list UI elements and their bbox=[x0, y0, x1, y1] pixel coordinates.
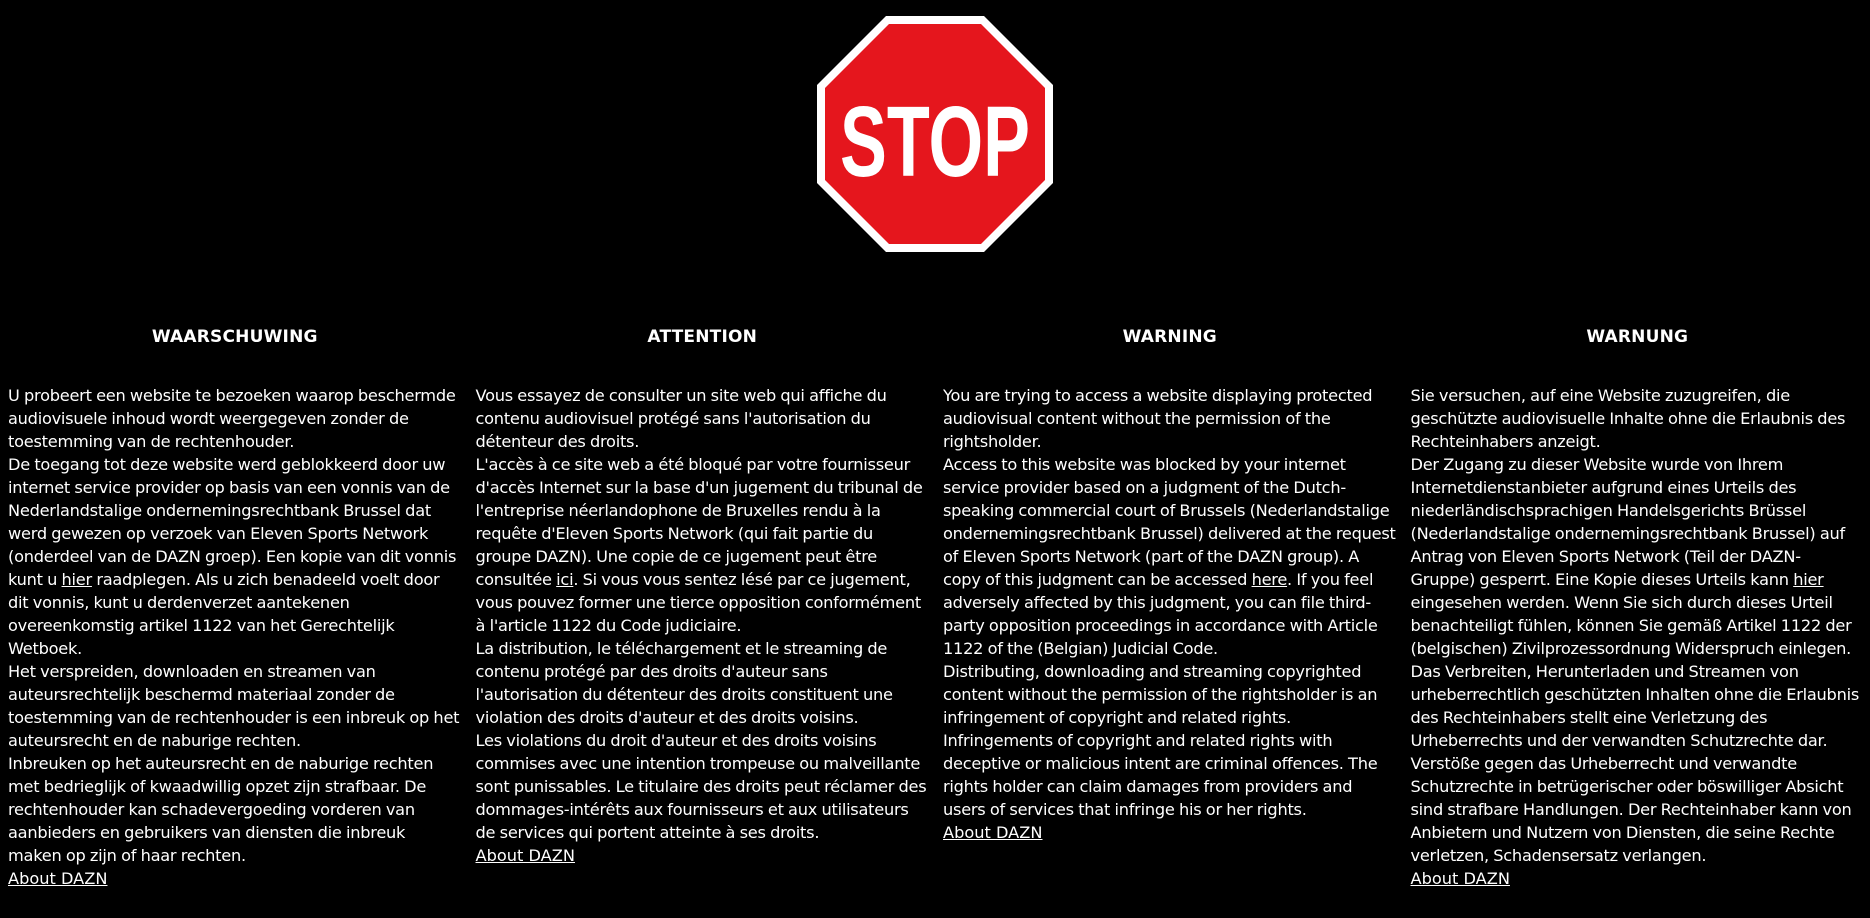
column-heading: WARNING bbox=[1122, 327, 1217, 347]
column-english bbox=[935, 325, 1403, 890]
notice-paragraph-blocking bbox=[476, 453, 930, 637]
notice-paragraph: U probeert een website te bezoeken waarop beschermde audiovisuele inhoud wordt weergegeven zonder de toestemming van de rechtenhouder. bbox=[8, 386, 456, 451]
stop-sign-icon bbox=[817, 16, 1053, 252]
text-segment: Der Zugang zu dieser Website wurde von Ihrem Internetdienstanbieter aufgrund eines Urteils des niederländischsprachigen Handelsgerichts Brüssel (Nederlandstalige ondernemingsrechtbank Brussel) auf Antrag von Eleven Sports Network (Teil der DAZN-Gruppe) gesperrt. Eine Kopie dieses Urteils kann bbox=[1410, 455, 1845, 589]
column-french bbox=[468, 325, 936, 890]
about-dazn-link[interactable]: About DAZN bbox=[475, 846, 575, 865]
about-dazn-link[interactable]: About DAZN bbox=[1410, 869, 1510, 888]
notice-paragraph: Infringements of copyright and related rights with deceptive or malicious intent are criminal offences. The rights holder can claim damages from providers and users of services that infringe his or her rights. bbox=[943, 731, 1378, 819]
notice-paragraph: La distribution, le téléchargement et le streaming de contenu protégé par des droits d'auteur sans l'autorisation du détenteur des droits constituent une violation des droits d'auteur et des droits voisins. bbox=[475, 639, 893, 727]
notice-paragraph: You are trying to access a website displaying protected audiovisual content without the permission of the rightsholder. bbox=[943, 386, 1373, 451]
column-german bbox=[1403, 325, 1870, 890]
about-dazn-link[interactable]: About DAZN bbox=[943, 823, 1043, 842]
text-segment: De toegang tot deze website werd geblokkeerd door uw internet service provider op basis van een vonnis van de Nederlandstalige ondernemingsrechtbank Brussel dat werd gewezen op verzoek van Eleven Sports Network (onderdeel van de DAZN groep). Een kopie van dit vonnis kunt u bbox=[8, 455, 457, 589]
notice-paragraph-blocking bbox=[943, 453, 1397, 660]
judgment-link[interactable]: hier bbox=[61, 570, 92, 589]
notice-paragraph-blocking bbox=[1411, 453, 1865, 660]
text-segment: eingesehen werden. Wenn Sie sich durch dieses Urteil benachteiligt fühlen, können Sie gemäß Artikel 1122 der (belgischen) Zivilprozessordnung Widerspruch einlegen. bbox=[1410, 593, 1852, 658]
notice-paragraph: Das Verbreiten, Herunterladen und Streamen von urheberrechtlich geschützten Inhalten ohne die Erlaubnis des Rechteinhabers stellt eine Verletzung des Urheberrechts und der verwandten Schutzrechte dar. Verstöße gegen das Urheberrecht und verwandte Schutzrechte in betrügerischer oder böswilliger Absicht sind strafbare Handlungen. Der Rechteinhaber kann von Anbietern und Nutzern von Diensten, die seine Rechte verletzen, Schadensersatz verlangen. bbox=[1410, 662, 1860, 865]
notice-paragraph: Distributing, downloading and streaming copyrighted content without the permission of the rightsholder is an infringement of copyright and related rights. bbox=[943, 662, 1378, 727]
text-segment: L'accès à ce site web a été bloqué par votre fournisseur d'accès Internet sur la base d'un jugement du tribunal de l'entreprise néerlandophone de Bruxelles rendu à la requête d'Eleven Sports Network (qui fait partie du groupe DAZN). Une copie de ce jugement peut être consultée bbox=[475, 455, 923, 589]
notice-paragraph: Inbreuken op het auteursrecht en de naburige rechten met bedrieglijk of kwaadwillig opzet zijn strafbaar. De rechtenhouder kan schadevergoeding vorderen van aanbieders en gebruikers van diensten die inbreuk maken op zijn of haar rechten. bbox=[8, 754, 434, 865]
notice-paragraph: Vous essayez de consulter un site web qui affiche du contenu audiovisuel protégé sans l'autorisation du détenteur des droits. bbox=[475, 386, 887, 451]
column-heading: WARNUNG bbox=[1586, 327, 1689, 347]
text-segment: . If you feel adversely affected by this judgment, you can file third-party opposition proceedings in accordance with Article 1122 of the (Belgian) Judicial Code. bbox=[943, 570, 1378, 658]
text-segment: Access to this website was blocked by your internet service provider based on a judgment of the Dutch-speaking commercial court of Brussels (Nederlandstalige ondernemingsrechtbank Brussel) delivered at the request of Eleven Sports Network (part of the DAZN group). A copy of this judgment can be accessed bbox=[943, 455, 1396, 589]
column-heading: ATTENTION bbox=[647, 327, 758, 347]
judgment-link[interactable]: hier bbox=[1793, 570, 1824, 589]
judgment-link[interactable]: ici bbox=[556, 570, 574, 589]
warning-columns bbox=[0, 325, 1870, 890]
column-heading: WAARSCHUWING bbox=[151, 327, 318, 347]
notice-paragraph: Les violations du droit d'auteur et des droits voisins commises avec une intention trompeuse ou malveillante sont punissables. Le titulaire des droits peut réclamer des dommages-intérêts aux fournisseurs et aux utilisateurs de services qui portent atteinte à ses droits. bbox=[475, 731, 927, 842]
notice-paragraph-blocking bbox=[8, 453, 462, 660]
notice-paragraph: Het verspreiden, downloaden en streamen van auteursrechtelijk beschermd materiaal zonder de toestemming van de rechtenhouder is een inbreuk op het auteursrecht en de naburige rechten. bbox=[8, 662, 460, 750]
stop-sign-graphic bbox=[817, 16, 1053, 252]
stop-sign-text: STOP bbox=[840, 86, 1030, 198]
text-segment: . Si vous vous sentez lésé par ce jugement, vous pouvez former une tierce opposition conformément à l'article 1122 du Code judiciaire. bbox=[475, 570, 921, 635]
notice-paragraph: Sie versuchen, auf eine Website zuzugreifen, die geschützte audiovisuelle Inhalte ohne die Erlaubnis des Rechteinhabers anzeigt. bbox=[1410, 386, 1846, 451]
judgment-link[interactable]: here bbox=[1251, 570, 1288, 589]
about-dazn-link[interactable]: About DAZN bbox=[8, 869, 108, 888]
text-segment: raadplegen. Als u zich benadeeld voelt door dit vonnis, kunt u derdenverzet aantekenen overeenkomstig artikel 1122 van het Gerechtelijk Wetboek. bbox=[8, 570, 440, 658]
column-dutch bbox=[0, 325, 468, 890]
